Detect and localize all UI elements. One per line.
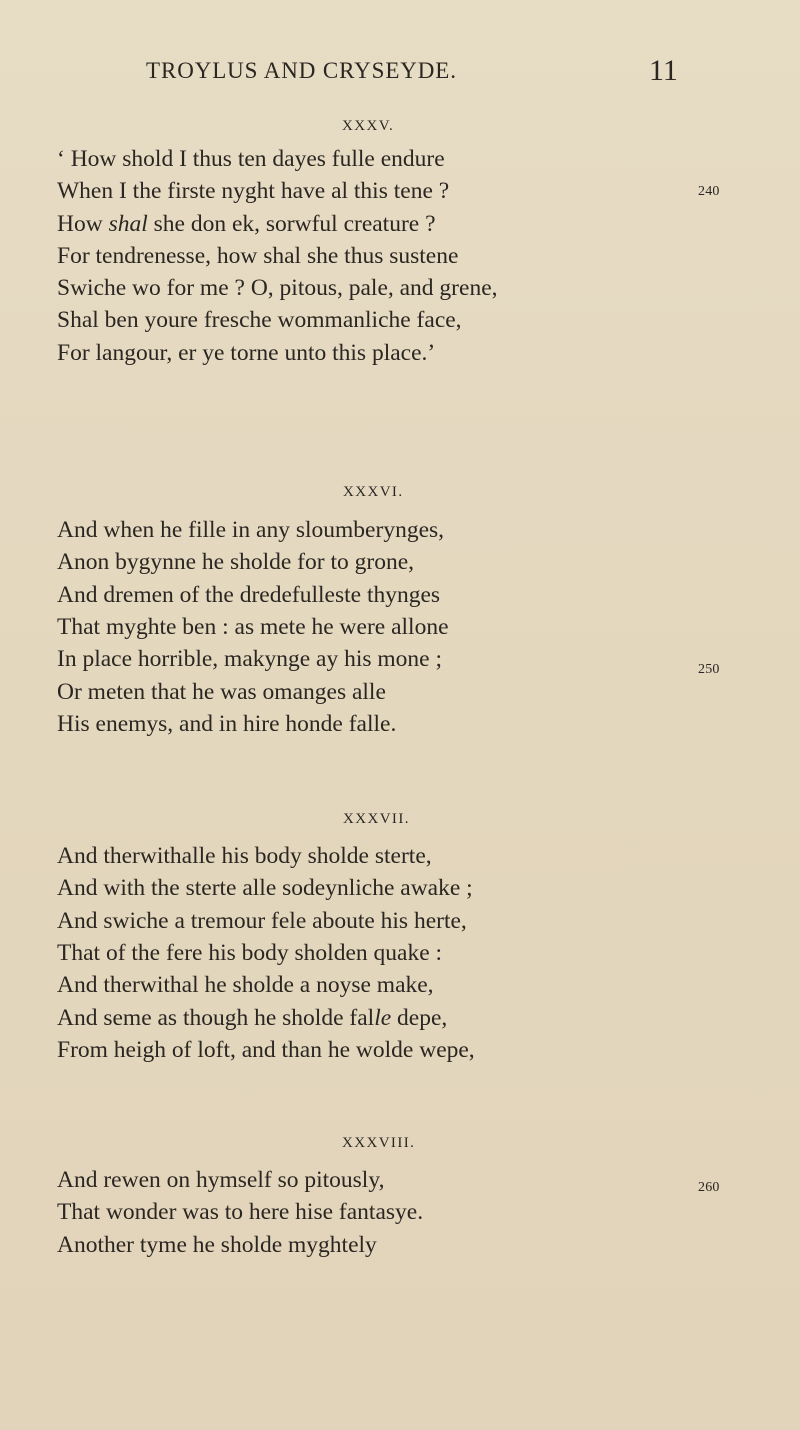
verse-line: That wonder was to here hise fantasye. xyxy=(57,1199,424,1225)
verse-line: And rewen on hymself so pitously, xyxy=(57,1167,385,1193)
verse-line: ‘ How shold I thus ten dayes fulle endure xyxy=(57,146,445,172)
stanza-heading: XXXV. xyxy=(342,118,395,134)
stanza-heading: XXXVI. xyxy=(343,484,404,500)
running-head xyxy=(128,54,688,88)
stanza-heading: XXXVII. xyxy=(343,811,410,827)
verse-line: His enemys, and in hire honde falle. xyxy=(57,711,397,737)
verse-line: And therwithalle his body sholde sterte, xyxy=(57,843,432,869)
verse-line: And when he fille in any sloumberynges, xyxy=(57,517,445,543)
verse-line: Swiche wo for me ? O, pitous, pale, and grene, xyxy=(57,275,498,301)
verse-line: And dremen of the dredefulleste thynges xyxy=(57,582,441,608)
verse-line: And therwithal he sholde a noyse make, xyxy=(57,972,434,998)
verse-line: From heigh of loft, and than he wolde wepe, xyxy=(57,1037,475,1063)
verse-line-italic-shal: How shal she don ek, sorwful creature ? xyxy=(57,211,436,237)
verse-line: For tendrenesse, how shal she thus sustene xyxy=(57,243,459,269)
verse-line: And with the sterte alle sodeynliche awake ; xyxy=(57,875,473,901)
verse-line: Anon bygynne he sholde for to grone, xyxy=(57,549,414,575)
verse-line: That of the fere his body sholden quake : xyxy=(57,940,443,966)
line-number-240: 240 xyxy=(698,184,720,199)
running-title: TROYLUS AND CRYSEYDE. xyxy=(146,58,457,83)
verse-line: In place horrible, makynge ay his mone ; xyxy=(57,646,443,672)
stanza-heading: XXXVIII. xyxy=(342,1135,416,1151)
page-number: 11 xyxy=(649,54,678,87)
verse-line: Or meten that he was omanges alle xyxy=(57,679,386,705)
verse-line: Shal ben youre fresche wommanliche face, xyxy=(57,307,462,333)
line-number-250: 250 xyxy=(698,662,720,677)
verse-line: And swiche a tremour fele aboute his herte, xyxy=(57,908,467,934)
line-number-260: 260 xyxy=(698,1180,720,1195)
verse-line: Another tyme he sholde myghtely xyxy=(57,1232,377,1258)
verse-line: For langour, er ye torne unto this place.’ xyxy=(57,340,436,366)
verse-line-italic-le: And seme as though he sholde falle depe, xyxy=(57,1005,448,1031)
verse-line: That myghte ben : as mete he were allone xyxy=(57,614,449,640)
verse-line: When I the firste nyght have al this tene ? xyxy=(57,178,450,204)
